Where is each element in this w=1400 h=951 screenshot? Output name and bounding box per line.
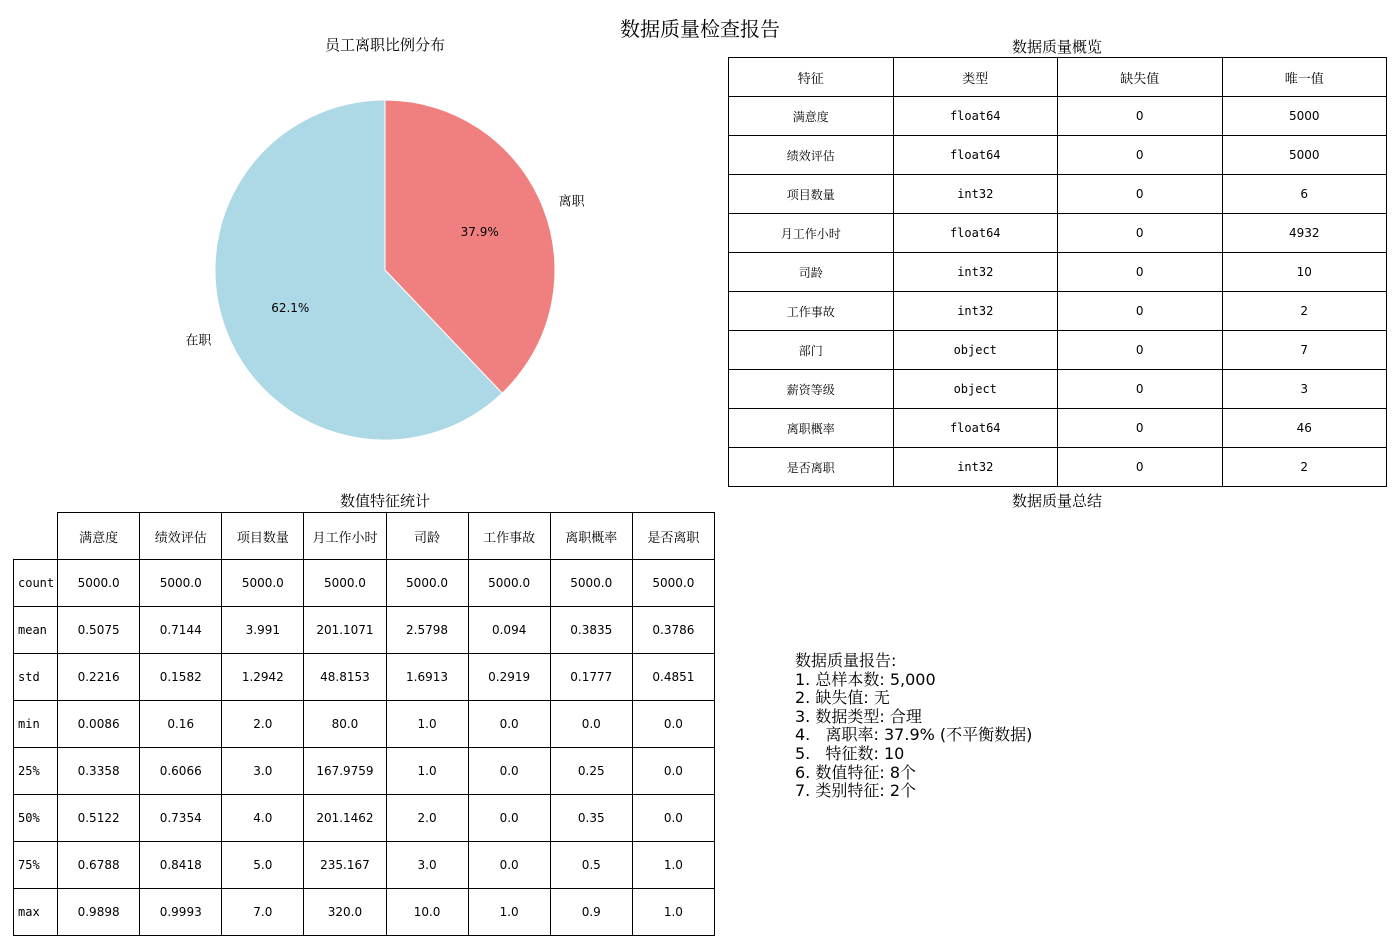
overview-cell: 5000 [1222,136,1387,175]
stats-cell: 0.5122 [58,795,140,842]
overview-cell: 项目数量 [729,175,894,214]
stats-cell: 0.0 [632,795,714,842]
stats-cell: 1.6913 [386,654,468,701]
overview-cell: float64 [893,97,1058,136]
table-row [729,331,1387,370]
overview-cell: 0 [1058,370,1223,409]
overview-header-cell: 特征 [729,58,894,97]
stats-row-label: 50% [14,795,58,842]
stats-cell: 0.9 [550,889,632,936]
stats-row-label: 25% [14,748,58,795]
summary-line: 6. 数值特征: 8个 [795,762,917,782]
table-row [729,97,1387,136]
stats-corner-cell [14,513,58,560]
overview-cell: 6 [1222,175,1387,214]
stats-cell: 0.9898 [58,889,140,936]
overview-cell: 0 [1058,97,1223,136]
stats-cell: 201.1071 [304,607,386,654]
table-row [729,136,1387,175]
table-row [729,253,1387,292]
stats-cell: 3.0 [386,842,468,889]
stats-cell: 0.6788 [58,842,140,889]
overview-cell: 绩效评估 [729,136,894,175]
stats-cell: 5.0 [222,842,304,889]
stats-cell: 1.0 [468,889,550,936]
stats-header-cell: 离职概率 [550,513,632,560]
stats-row-label: count [14,560,58,607]
summary-text [795,652,1032,801]
stats-cell: 0.2919 [468,654,550,701]
table-row [729,409,1387,448]
stats-header-cell: 绩效评估 [140,513,222,560]
overview-cell: int32 [893,292,1058,331]
stats-cell: 0.5 [550,842,632,889]
stats-cell: 0.1777 [550,654,632,701]
stats-cell: 0.0 [550,701,632,748]
stats-cell: 0.7354 [140,795,222,842]
stats-cell: 0.25 [550,748,632,795]
overview-cell: float64 [893,136,1058,175]
overview-cell: 7 [1222,331,1387,370]
stats-cell: 235.167 [304,842,386,889]
overview-cell: 5000 [1222,97,1387,136]
overview-cell: object [893,331,1058,370]
overview-cell: float64 [893,409,1058,448]
stats-cell: 48.8153 [304,654,386,701]
stats-cell: 1.0 [632,889,714,936]
overview-cell: int32 [893,448,1058,487]
summary-line: 5. 特征数: 10 [795,743,905,763]
stats-cell: 0.2216 [58,654,140,701]
stats-cell: 0.4851 [632,654,714,701]
stats-header-cell: 项目数量 [222,513,304,560]
pie-chart-title: 员工离职比例分布 [324,36,445,54]
summary-line: 数据质量报告: [795,651,897,670]
table-row [729,214,1387,253]
stats-cell: 5000.0 [304,560,386,607]
stats-cell: 4.0 [222,795,304,842]
stats-header-cell: 司龄 [386,513,468,560]
stats-cell: 0.6066 [140,748,222,795]
pie-pct-label: 62.1% [271,300,310,315]
stats-cell: 1.0 [386,748,468,795]
table-row [14,842,715,889]
overview-cell: 薪资等级 [729,370,894,409]
stats-header-cell: 月工作小时 [304,513,386,560]
table-row [14,701,715,748]
stats-table-title: 数值特征统计 [339,492,430,510]
data-quality-overview-table [728,57,1387,487]
overview-cell: 0 [1058,214,1223,253]
stats-cell: 0.0 [468,842,550,889]
overview-cell: float64 [893,214,1058,253]
overview-cell: 工作事故 [729,292,894,331]
overview-cell: 司龄 [729,253,894,292]
stats-header-cell: 工作事故 [468,513,550,560]
stats-row-label: min [14,701,58,748]
stats-cell: 7.0 [222,889,304,936]
stats-cell: 0.8418 [140,842,222,889]
overview-cell: 0 [1058,448,1223,487]
summary-title: 数据质量总结 [1011,492,1102,510]
stats-row-label: std [14,654,58,701]
summary-line: 7. 类别特征: 2个 [795,781,917,801]
stats-cell: 2.0 [386,795,468,842]
stats-cell: 5000.0 [222,560,304,607]
stats-cell: 0.7144 [140,607,222,654]
overview-header-cell: 唯一值 [1222,58,1387,97]
overview-cell: int32 [893,175,1058,214]
overview-cell: 3 [1222,370,1387,409]
stats-cell: 0.0 [632,748,714,795]
overview-cell: 0 [1058,136,1223,175]
overview-cell: 是否离职 [729,448,894,487]
overview-cell: 2 [1222,448,1387,487]
stats-cell: 2.5798 [386,607,468,654]
table-row [729,292,1387,331]
stats-cell: 201.1462 [304,795,386,842]
numeric-stats-table [13,512,715,936]
summary-line: 1. 总样本数: 5,000 [795,669,936,689]
overview-cell: object [893,370,1058,409]
stats-cell: 2.0 [222,701,304,748]
overview-cell: 0 [1058,409,1223,448]
stats-header-cell: 是否离职 [632,513,714,560]
stats-row-label: mean [14,607,58,654]
stats-cell: 3.0 [222,748,304,795]
overview-header-cell: 缺失值 [1058,58,1223,97]
table-row [14,560,715,607]
stats-cell: 5000.0 [632,560,714,607]
stats-cell: 5000.0 [468,560,550,607]
summary-line: 2. 缺失值: 无 [795,688,890,708]
table-row [14,748,715,795]
summary-line: 3. 数据类型: 合理 [795,706,922,726]
overview-cell: 0 [1058,175,1223,214]
stats-cell: 0.0 [468,701,550,748]
stats-cell: 0.3786 [632,607,714,654]
overview-cell: int32 [893,253,1058,292]
stats-row-label: max [14,889,58,936]
table-row [14,795,715,842]
report-title: 数据质量检查报告 [620,17,780,41]
overview-cell: 10 [1222,253,1387,292]
stats-row-label: 75% [14,842,58,889]
overview-cell: 0 [1058,253,1223,292]
stats-cell: 0.3835 [550,607,632,654]
summary-line: 4. 离职率: 37.9% (不平衡数据) [795,725,1033,745]
overview-cell: 满意度 [729,97,894,136]
stats-cell: 1.2942 [222,654,304,701]
stats-cell: 0.35 [550,795,632,842]
overview-header-cell: 类型 [893,58,1058,97]
stats-cell: 0.0 [468,748,550,795]
stats-cell: 320.0 [304,889,386,936]
stats-cell: 5000.0 [550,560,632,607]
overview-table-title: 数据质量概览 [1011,38,1102,56]
overview-cell: 0 [1058,292,1223,331]
table-row [729,370,1387,409]
stats-cell: 80.0 [304,701,386,748]
stats-cell: 0.1582 [140,654,222,701]
stats-cell: 5000.0 [58,560,140,607]
stats-cell: 5000.0 [140,560,222,607]
stats-cell: 0.16 [140,701,222,748]
stats-cell: 1.0 [632,842,714,889]
stats-cell: 0.094 [468,607,550,654]
table-row [14,889,715,936]
stats-header-cell: 满意度 [58,513,140,560]
stats-cell: 0.9993 [140,889,222,936]
pie-category-label: 在职 [185,333,212,349]
table-row [729,175,1387,214]
stats-cell: 0.0 [468,795,550,842]
overview-cell: 离职概率 [729,409,894,448]
stats-cell: 0.3358 [58,748,140,795]
stats-cell: 10.0 [386,889,468,936]
overview-cell: 46 [1222,409,1387,448]
stats-cell: 167.9759 [304,748,386,795]
stats-cell: 1.0 [386,701,468,748]
overview-cell: 部门 [729,331,894,370]
pie-pct-label: 37.9% [460,225,499,240]
stats-cell: 3.991 [222,607,304,654]
table-row [729,448,1387,487]
stats-cell: 0.5075 [58,607,140,654]
stats-cell: 0.0 [632,701,714,748]
stats-cell: 5000.0 [386,560,468,607]
stats-cell: 0.0086 [58,701,140,748]
table-row [14,654,715,701]
overview-cell: 2 [1222,292,1387,331]
overview-cell: 月工作小时 [729,214,894,253]
overview-cell: 0 [1058,331,1223,370]
overview-cell: 4932 [1222,214,1387,253]
attrition-pie-chart [0,0,720,480]
table-row [14,607,715,654]
pie-category-label: 离职 [558,194,585,210]
